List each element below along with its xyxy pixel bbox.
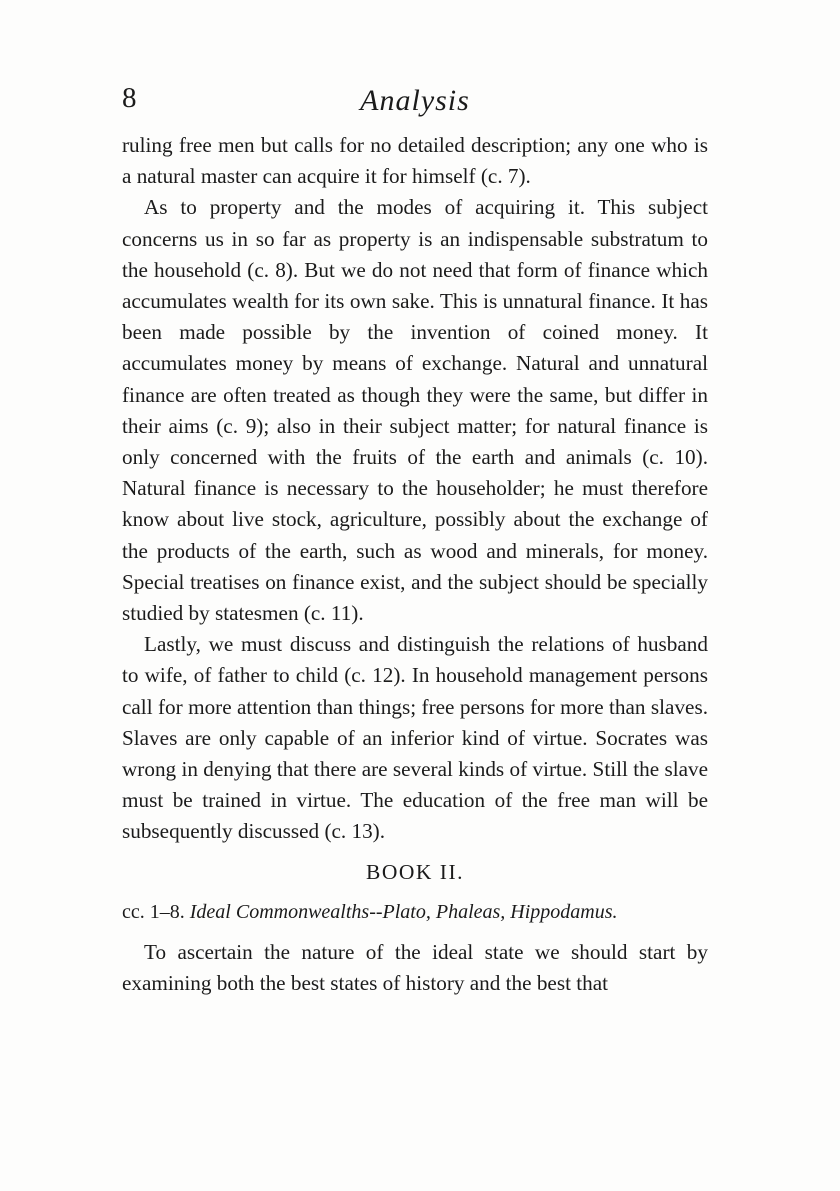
running-head: [122, 82, 708, 130]
paragraph-property: As to property and the modes of acquiring it. This subject concerns us in so far as property is an indispensable substratum to the household (c. 8). But we do not need that form of finance which accumulates wealth for its own sake. This is unnatural finance. It has been made possible by the invention of coined money. It accumulates money by means of exchange. Natural and unnatural finance are often treated as though they were the same, but differ in their aims (c. 9); also in their subject matter; for natural finance is only concerned with the fruits of the earth and animals (c. 10). Natural finance is necessary to the householder; he must therefore know about live stock, agriculture, possibly about the exchange of the products of the earth, such as wood and minerals, for money. Special treatises on finance exist, and the subject should be specially studied by statesmen (c. 11).: [122, 195, 708, 626]
chapter-line: [122, 895, 708, 929]
paragraph-continuation: ruling free men but calls for no detailed description; any one who is a natural master can acquire it for himself (c. 7).: [122, 133, 708, 189]
chapter-title: Ideal Commonwealths--Plato, Phaleas, Hippodamus.: [189, 900, 618, 923]
paragraph-ideal-state: To ascertain the nature of the ideal state we should start by examining both the best states of history and the best that: [122, 939, 708, 995]
paragraph-household-relations: Lastly, we must discuss and distinguish the relations of husband to wife, of father to child (c. 12). In household management persons call for more attention than things; free persons for more than slaves. Slaves are only capable of an inferior kind of virtue. Socrates was wrong in denying that there are several kinds of virtue. Still the slave must be trained in virtue. The education of the free man will be subsequently discussed (c. 13).: [122, 632, 708, 844]
chapter-range: cc. 1–8.: [122, 900, 185, 923]
page-number: 8: [122, 82, 137, 114]
book-heading: BOOK II.: [366, 859, 464, 884]
running-title: Analysis: [360, 84, 470, 117]
body-text: [122, 130, 708, 848]
